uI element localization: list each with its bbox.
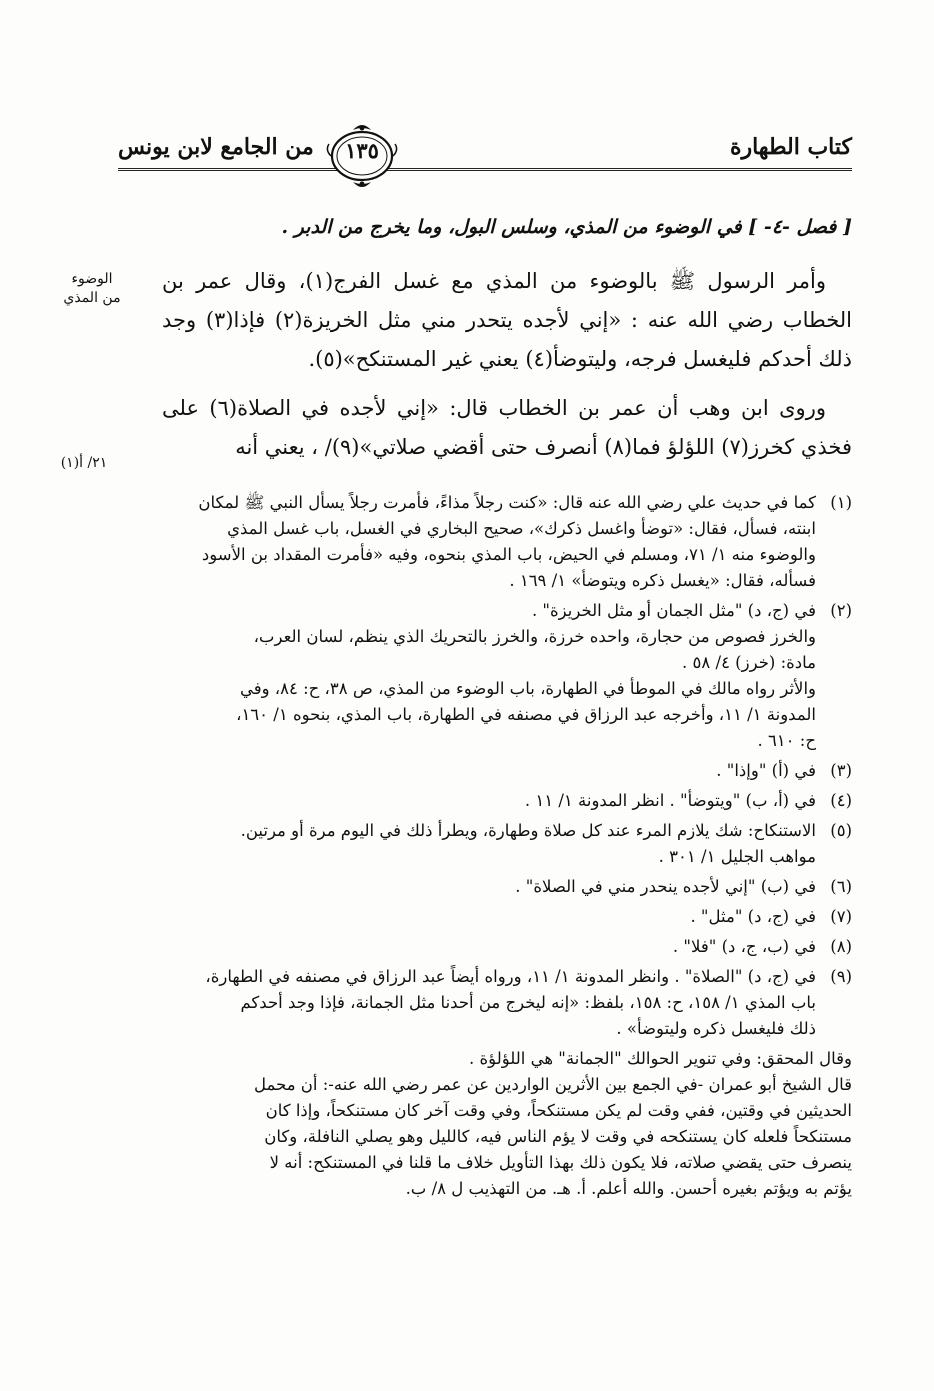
footnote-body: [157, 490, 816, 594]
main-paragraph: وروى ابن وهب أن عمر بن الخطاب قال: «إني لأجده في الصلاة(٦) على فخذي كخرز(٧) اللؤلؤ فما(٨) أنصرف حتى أقضي صلاتي»(٩)/ ، يعني أنه: [162, 396, 852, 459]
footnote-line: المدونة ١/ ١١، وأخرجه عبد الرزاق في مصنفه في الطهارة، باب المذي، بنحوه ١/ ١٦٠،: [236, 705, 816, 724]
footnote-line: في (ج، د) "مثل" .: [690, 907, 816, 926]
footnote-body: [157, 874, 816, 900]
footnote-line: ينصرف حتى يقضي صلاته، فلا يكون ذلك بهذا التأويل خلاف ما قلنا في المستنكح: أنه لا: [269, 1153, 852, 1172]
footnote-number: (١): [830, 493, 852, 512]
footnote-body: [157, 964, 816, 1042]
header-source-title: من الجامع لابن يونس: [118, 134, 314, 160]
page-number: ١٣٥: [345, 138, 379, 163]
footnote-body: [157, 818, 816, 870]
footnote-line: مادة: (خرز) ٤/ ٥٨ .: [682, 653, 816, 672]
footnote-2: [157, 598, 852, 754]
footnote-line: في (ب، ج، د) "فلا" .: [672, 937, 816, 956]
footnote-9: [157, 964, 852, 1042]
footnote-body: [157, 934, 816, 960]
footnote-line: قال الشيخ أبو عمران -في الجمع بين الأثرين الواردين عن عمر رضي الله عنه-: أن محمل: [254, 1075, 852, 1094]
footnote-line: الحديثين في وقتين، ففي وقت لم يكن مستنكحاً، وفي وقت آخر كان مستنكحاً، وإذا كان: [265, 1101, 852, 1120]
footnote-3: [157, 758, 852, 784]
footnote-7: [157, 904, 852, 930]
footnote-1: [157, 490, 852, 594]
footnote-number: (٣): [830, 761, 852, 780]
footnote-line: ذلك فليغسل ذكره وليتوضأ» .: [616, 1019, 816, 1038]
footnote-line: والخرز فصوص من حجارة، واحده خرزة، والخرز بالتحريك الذي ينظم، لسان العرب،: [253, 627, 816, 646]
footnote-line: وقال المحقق: وفي تنوير الحوالك "الجمانة" هي اللؤلؤة .: [469, 1049, 852, 1068]
footnote-8: [157, 934, 852, 960]
footnote-number: (٢): [830, 601, 852, 620]
section-heading: [ فصل -٤- ] في الوضوء من المذي، وسلس البول، وما يخرج من الدبر .: [281, 216, 852, 238]
footnote-line: في (أ) "وإذا" .: [716, 761, 816, 780]
margin-note-topic: الوضوء من المذي: [63, 271, 121, 306]
margin-note-manuscript-ref: ٢١/ أ(١): [60, 455, 108, 471]
footnote-4: [157, 788, 852, 814]
footnote-line: في (ج، د) "مثل الجمان أو مثل الخريزة" .: [531, 601, 816, 620]
footnotes: [157, 490, 852, 1202]
footnote-line: في (ب) "إني لأجده ينحدر مني في الصلاة" .: [515, 877, 816, 896]
footnote-body: [157, 788, 816, 814]
footnote-line: مستنكحاً فلعله كان يستنكحه في وقت لا يؤم الناس فيه، كالليل وهو يصلي النافلة، وكان: [264, 1127, 852, 1146]
page-number-ornament: [323, 122, 401, 188]
footnote-line: والوضوء منه ١/ ٧١، ومسلم في الحيض، باب المذي بنحوه، وفيه «فأمرت المقداد بن الأسود: [201, 545, 816, 564]
footnote-number: (٤): [830, 791, 852, 810]
footnote-continuation: [157, 1046, 852, 1202]
footnote-6: [157, 874, 852, 900]
footnote-body: [157, 758, 816, 784]
footnote-line: في (أ، ب) "ويتوضأ" . انظر المدونة ١/ ١١ .: [524, 791, 816, 810]
footnote-number: (٩): [830, 967, 852, 986]
footnote-line: فسأله، فقال: «يغسل ذكره ويتوضأ» ١/ ١٦٩ .: [509, 571, 816, 590]
footnote-line: الاستنكاح: شك يلازم المرء عند كل صلاة وطهارة، ويطرأ ذلك في اليوم مرة أو مرتين.: [240, 821, 816, 840]
footnote-line: كما في حديث علي رضي الله عنه قال: «كنت رجلاً مذاءً، فأمرت رجلاً يسأل النبي ﷺ لمكان: [198, 493, 816, 512]
footnote-line: ح: ٦١٠ .: [757, 731, 816, 750]
footnote-body: [157, 904, 816, 930]
main-paragraph: وأمر الرسول ﷺ بالوضوء من المذي مع غسل الفرج(١)، وقال عمر بن الخطاب رضي الله عنه : «إني لأجده يتحدر مني مثل الخريزة(٢) فإذا(٣) وجد ذلك أحدكم فليغسل فرجه، وليتوضأ(٤) يعني غير المستنكح»(٥).: [162, 269, 852, 371]
footnote-line: والأثر رواه مالك في الموطأ في الطهارة، باب الوضوء من المذي، ص ٣٨، ح: ٨٤، وفي: [239, 679, 816, 698]
footnote-number: (٧): [830, 907, 852, 926]
header-book-title: كتاب الطهارة: [729, 134, 852, 160]
main-text: [162, 262, 852, 477]
footnote-number: (٨): [830, 937, 852, 956]
header-rule: [118, 168, 852, 171]
footnote-line: في (ج، د) "الصلاة" . وانظر المدونة ١/ ١١، ورواه أيضاً عبد الرزاق في مصنفه في الطهارة،: [205, 967, 816, 986]
footnote-number: (٥): [830, 821, 852, 840]
footnote-line: يؤتم به ويؤتم بغيره أحسن. والله أعلم. أ. هـ. من التهذيب ل ٨/ ب.: [405, 1179, 852, 1198]
running-header: [118, 128, 852, 188]
footnote-number: (٦): [830, 877, 852, 896]
footnote-5: [157, 818, 852, 870]
footnote-line: ابنته، فسأل، فقال: «توضأ واغسل ذكرك»، صحيح البخاري في الغسل، باب غسل المذي: [227, 519, 816, 538]
footnote-line: باب المذي ١/ ١٥٨، ح: ١٥٨، بلفظ: «إنه ليخرج من أحدنا مثل الجمانة، فإذا وجد أحدكم: [240, 993, 816, 1012]
footnote-body: [157, 598, 816, 754]
footnote-line: مواهب الجليل ١/ ٣٠١ .: [658, 847, 816, 866]
